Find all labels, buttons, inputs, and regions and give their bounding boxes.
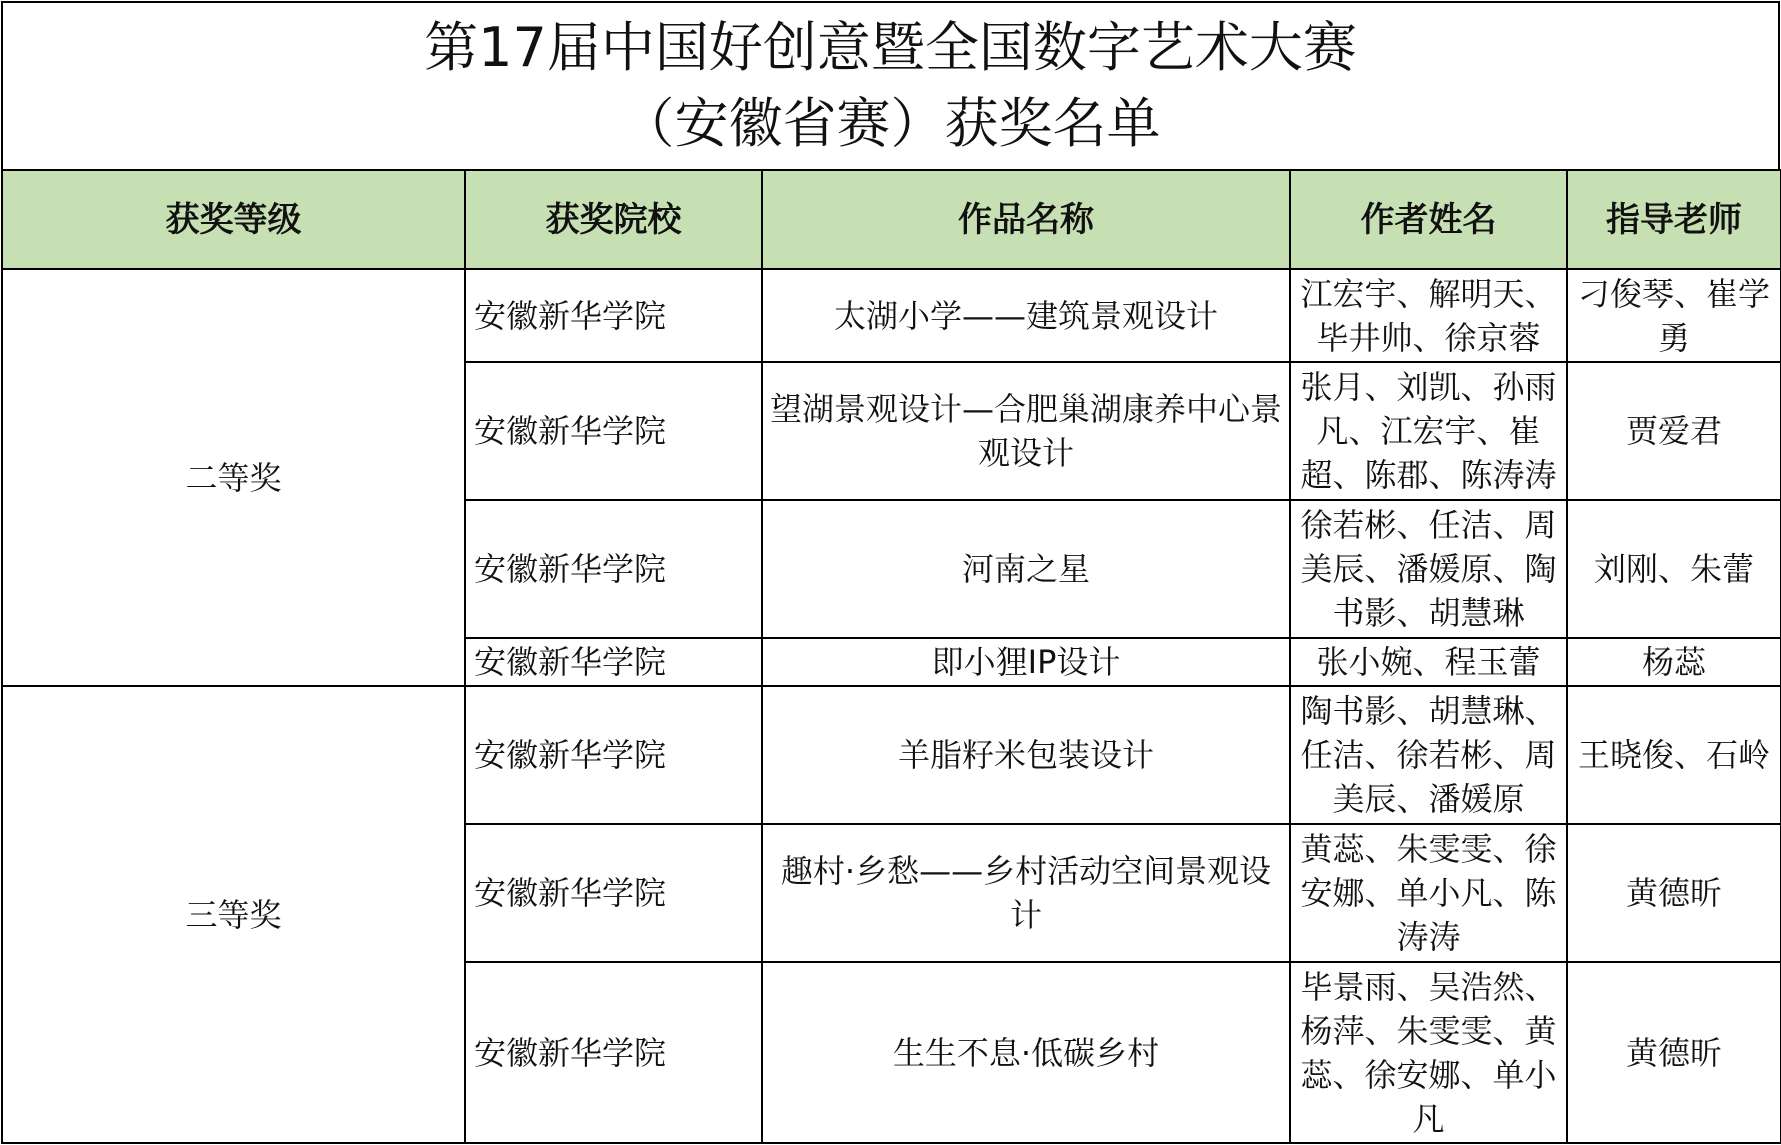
award-level-cell: 二等奖: [2, 269, 465, 686]
award-table: [1, 169, 1781, 1144]
advisor-cell: 刁俊琴、崔学勇: [1567, 269, 1781, 362]
header-row: [2, 170, 1781, 269]
work-title-cell: 河南之星: [762, 500, 1290, 638]
school-cell: 安徽新华学院: [465, 962, 762, 1143]
author-names-cell: 陶书影、胡慧琳、任洁、徐若彬、周美辰、潘媛原: [1290, 686, 1567, 824]
header-author-names: 作者姓名: [1290, 170, 1567, 269]
advisor-cell: 黄德昕: [1567, 824, 1781, 962]
school-cell: 安徽新华学院: [465, 638, 762, 686]
author-names-cell: 张小婉、程玉蕾: [1290, 638, 1567, 686]
work-title-cell: 生生不息·低碳乡村: [762, 962, 1290, 1143]
header-award-level: 获奖等级: [2, 170, 465, 269]
work-title-cell: 望湖景观设计—合肥巢湖康养中心景观设计: [762, 362, 1290, 500]
advisor-cell: 杨蕊: [1567, 638, 1781, 686]
advisor-cell: 王晓俊、石岭: [1567, 686, 1781, 824]
award-level-cell: 三等奖: [2, 686, 465, 1143]
school-cell: 安徽新华学院: [465, 269, 762, 362]
author-names-cell: 江宏宇、解明天、毕井帅、徐京蓉: [1290, 269, 1567, 362]
advisor-cell: 贾爱君: [1567, 362, 1781, 500]
title-line-1: 第17届中国好创意暨全国数字艺术大赛: [424, 16, 1357, 79]
table-row: [2, 686, 1781, 824]
title-line-2: （安徽省赛）获奖名单: [620, 92, 1161, 155]
work-title-cell: 羊脂籽米包装设计: [762, 686, 1290, 824]
advisor-cell: 刘刚、朱蕾: [1567, 500, 1781, 638]
author-names-cell: 徐若彬、任洁、周美辰、潘媛原、陶书影、胡慧琳: [1290, 500, 1567, 638]
header-work-title: 作品名称: [762, 170, 1290, 269]
school-cell: 安徽新华学院: [465, 686, 762, 824]
work-title-cell: 趣村·乡愁——乡村活动空间景观设计: [762, 824, 1290, 962]
work-title-cell: 太湖小学——建筑景观设计: [762, 269, 1290, 362]
advisor-cell: 黄德昕: [1567, 962, 1781, 1143]
work-title-cell: 即小狸IP设计: [762, 638, 1290, 686]
school-cell: 安徽新华学院: [465, 824, 762, 962]
author-names-cell: 黄蕊、朱雯雯、徐安娜、单小凡、陈涛涛: [1290, 824, 1567, 962]
title-box: [1, 1, 1780, 169]
author-names-cell: 毕景雨、吴浩然、杨萍、朱雯雯、黄蕊、徐安娜、单小凡: [1290, 962, 1567, 1143]
author-names-cell: 张月、刘凯、孙雨凡、江宏宇、崔超、陈郡、陈涛涛: [1290, 362, 1567, 500]
table-row: [2, 269, 1781, 362]
school-cell: 安徽新华学院: [465, 500, 762, 638]
header-advisor: 指导老师: [1567, 170, 1781, 269]
header-school: 获奖院校: [465, 170, 762, 269]
school-cell: 安徽新华学院: [465, 362, 762, 500]
